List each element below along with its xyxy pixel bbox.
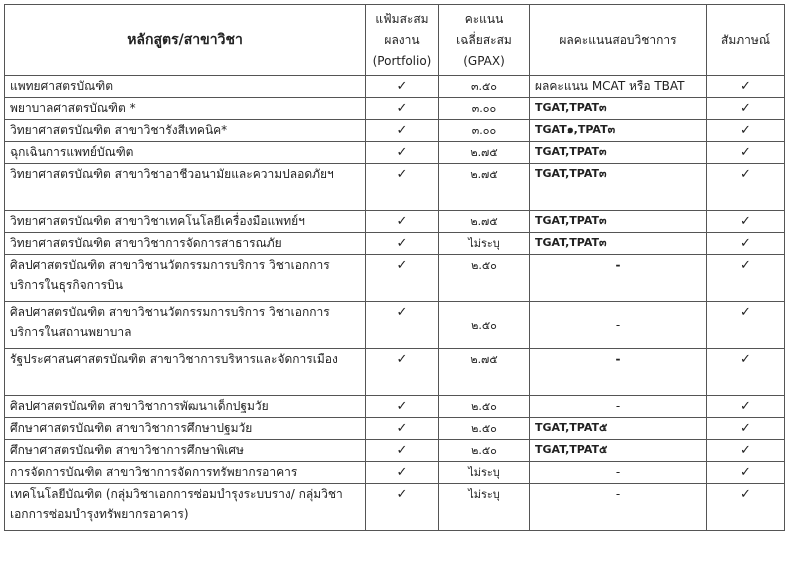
interview-check-icon: ✓ [707,164,785,211]
portfolio-check-icon: ✓ [366,462,439,484]
table-row [5,418,785,440]
exam-cell: TGAT,TPAT๓ [530,98,707,120]
gpax-cell: ๒.๕๐ [439,440,530,462]
gpax-cell: ๒.๗๕ [439,164,530,211]
gpax-cell: ๓.๕๐ [439,76,530,98]
gpax-cell: ๒.๕๐ [439,418,530,440]
exam-cell: - [530,462,707,484]
portfolio-check-icon: ✓ [366,76,439,98]
program-cell: การจัดการบัณฑิต สาขาวิชาการจัดการทรัพยากรอาคาร [5,462,366,484]
table-row [5,396,785,418]
table-row [5,484,785,531]
table-row [5,164,785,211]
gpax-cell: ไม่ระบุ [439,484,530,531]
interview-check-icon: ✓ [707,120,785,142]
gpax-cell: ไม่ระบุ [439,462,530,484]
program-cell: ศึกษาศาสตรบัณฑิต สาขาวิชาการศึกษาปฐมวัย [5,418,366,440]
gpax-cell: ๓.๐๐ [439,98,530,120]
header-gpax [439,5,530,76]
exam-cell: ผลคะแนน MCAT หรือ TBAT [530,76,707,98]
program-cell: พยาบาลศาสตรบัณฑิต * [5,98,366,120]
exam-cell: TGAT,TPAT๓ [530,211,707,233]
table-header-row [5,5,785,76]
interview-check-icon: ✓ [707,349,785,396]
interview-check-icon: ✓ [707,98,785,120]
exam-cell: - [530,349,707,396]
program-cell: ศึกษาศาสตรบัณฑิต สาขาวิชาการศึกษาพิเศษ [5,440,366,462]
header-program: หลักสูตร/สาขาวิชา [5,5,366,76]
table-row [5,255,785,302]
interview-check-icon: ✓ [707,76,785,98]
admission-criteria-table [4,4,785,531]
table-row [5,302,785,349]
interview-check-icon: ✓ [707,418,785,440]
exam-cell: - [530,396,707,418]
gpax-cell: ๒.๗๕ [439,142,530,164]
portfolio-check-icon: ✓ [366,98,439,120]
gpax-cell: ๒.๕๐ [439,302,530,349]
header-gpax-line-3: (GPAX) [463,53,505,68]
table-row [5,233,785,255]
interview-check-icon: ✓ [707,255,785,302]
program-cell: แพทยศาสตรบัณฑิต [5,76,366,98]
portfolio-check-icon: ✓ [366,211,439,233]
portfolio-check-icon: ✓ [366,120,439,142]
table-row [5,440,785,462]
portfolio-check-icon: ✓ [366,164,439,211]
table-row [5,349,785,396]
header-portfolio-line-3: (Portfolio) [372,53,432,68]
table-row [5,462,785,484]
portfolio-check-icon: ✓ [366,255,439,302]
table-row [5,76,785,98]
interview-check-icon: ✓ [707,440,785,462]
exam-cell: - [530,255,707,302]
exam-cell: - [530,484,707,531]
program-cell: วิทยาศาสตรบัณฑิต สาขาวิชารังสีเทคนิค* [5,120,366,142]
portfolio-check-icon: ✓ [366,349,439,396]
exam-cell: TGAT,TPAT๕ [530,418,707,440]
portfolio-check-icon: ✓ [366,484,439,531]
header-portfolio [366,5,439,76]
header-gpax-line-1: คะแนน [464,11,504,26]
program-cell: เทคโนโลยีบัณฑิต (กลุ่มวิชาเอกการซ่อมบำรุงระบบราง/ กลุ่มวิชาเอกการซ่อมบำรุงทรัพยากรอาคาร) [5,484,366,531]
exam-cell: - [530,302,707,349]
portfolio-check-icon: ✓ [366,440,439,462]
program-cell: ศิลปศาสตรบัณฑิต สาขาวิชาการพัฒนาเด็กปฐมวัย [5,396,366,418]
interview-check-icon: ✓ [707,233,785,255]
interview-check-icon: ✓ [707,484,785,531]
gpax-cell: ๒.๕๐ [439,255,530,302]
header-exam: ผลคะแนนสอบวิชาการ [530,5,707,76]
exam-cell: TGAT,TPAT๕ [530,440,707,462]
interview-check-icon: ✓ [707,302,785,349]
interview-check-icon: ✓ [707,211,785,233]
gpax-cell: ๒.๗๕ [439,211,530,233]
portfolio-check-icon: ✓ [366,302,439,349]
gpax-cell: ๓.๐๐ [439,120,530,142]
table-row [5,120,785,142]
header-gpax-line-2: เฉลี่ยสะสม [456,32,512,47]
interview-check-icon: ✓ [707,142,785,164]
header-portfolio-line-1: แฟ้มสะสม [375,11,429,26]
portfolio-check-icon: ✓ [366,233,439,255]
program-cell: ฉุกเฉินการแพทย์บัณฑิต [5,142,366,164]
header-interview: สัมภาษณ์ [707,5,785,76]
program-cell: วิทยาศาสตรบัณฑิต สาขาวิชาเทคโนโลยีเครื่องมือแพทย์ฯ [5,211,366,233]
gpax-cell: ๒.๕๐ [439,396,530,418]
exam-cell: TGAT,TPAT๓ [530,142,707,164]
exam-cell: TGAT,TPAT๓ [530,233,707,255]
program-cell: ศิลปศาสตรบัณฑิต สาขาวิชานวัตกรรมการบริการ วิชาเอกการบริการในสถานพยาบาล [5,302,366,349]
header-portfolio-line-2: ผลงาน [384,32,420,47]
portfolio-check-icon: ✓ [366,418,439,440]
gpax-cell: ๒.๗๕ [439,349,530,396]
portfolio-check-icon: ✓ [366,396,439,418]
interview-check-icon: ✓ [707,396,785,418]
table-row [5,211,785,233]
program-cell: ศิลปศาสตรบัณฑิต สาขาวิชานวัตกรรมการบริการ วิชาเอกการบริการในธุรกิจการบิน [5,255,366,302]
program-cell: วิทยาศาสตรบัณฑิต สาขาวิชาการจัดการสาธารณภัย [5,233,366,255]
table-row [5,142,785,164]
exam-cell: TGAT๑,TPAT๓ [530,120,707,142]
interview-check-icon: ✓ [707,462,785,484]
exam-cell: TGAT,TPAT๓ [530,164,707,211]
table-row [5,98,785,120]
portfolio-check-icon: ✓ [366,142,439,164]
program-cell: รัฐประศาสนศาสตรบัณฑิต สาขาวิชาการบริหารและจัดการเมือง [5,349,366,396]
program-cell: วิทยาศาสตรบัณฑิต สาขาวิชาอาชีวอนามัยและความปลอดภัยฯ [5,164,366,211]
gpax-cell: ไม่ระบุ [439,233,530,255]
